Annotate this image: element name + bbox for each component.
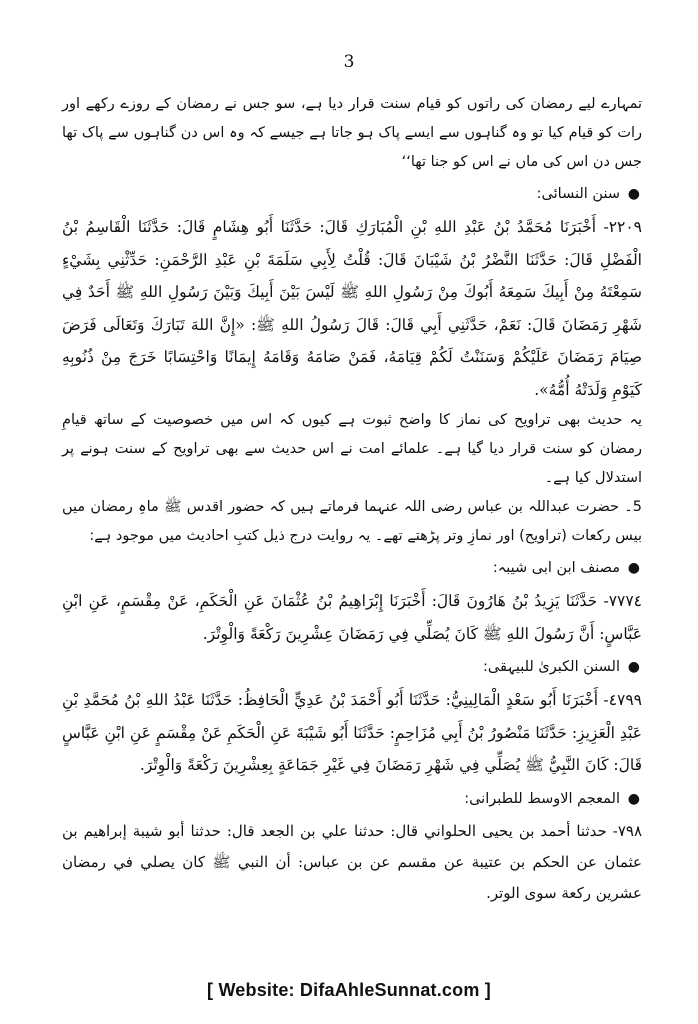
- hadith-4799: ٤٧٩٩- أَخْبَرَنَا أَبُو سَعْدٍ الْمَالِينِيُّ: حَدَّثَنَا أَبُو أَحْمَدَ بْنُ عَدِيٍّ الْحَافِظُ: حَدَّثَنَا عَبْدُ اللهِ بْنُ مُحَمَّدِ بْنِ عَبْدِ الْعَزِيزِ: حَدَّثَنَا مَنْصُورُ بْنُ أَبِي مُزَاحِمٍ: حَدَّثَنَا أَبُو شَيْبَةَ عَنِ الْحَكَمِ عَنْ مِقْسَمٍ عَنِ ابْنِ عَبَّاسٍ قَالَ: كَانَ النَّبِيُّ ﷺ يُصَلِّي فِي شَهْرِ رَمَضَانَ فِي غَيْرِ جَمَاعَةٍ بِعِشْرِينَ رَكْعَةً وَالْوِتْرَ.: [62, 691, 642, 774]
- urdu-paragraph-1: تمہارے لیے رمضان کی راتوں کو قیام سنت قرار دیا ہے، سو جس نے رمضان کے روزے رکھے اور رات کو قیام کیا تو وہ گناہوں سے ایسے پاک ہو جاتا ہے جیسے کہ وہ اس دن گناہوں سے پاک تھا جس دن اس کی ماں نے اس کو جنا تھا‘‘: [62, 96, 642, 170]
- heading-label: مصنف ابن ابی شیبہ:: [492, 560, 620, 576]
- urdu-paragraph-2: یہ حدیث بھی تراویح کی نماز کا واضح ثبوت ہے کیوں کہ اس میں خصوصیت کے ساتھ قیامِ رمضان کو سنت قرار دیا گیا ہے۔ علمائے امت نے اس حدیث سے بھی تراویح کے سنت ہونے پر استدلال کیا ہے۔: [62, 412, 642, 486]
- bullet-icon: ●: [627, 186, 640, 202]
- page-content: [62, 90, 642, 909]
- heading-label: سنن النسائی:: [536, 186, 620, 202]
- heading-label: المعجم الاوسط للطبرانی:: [464, 790, 620, 807]
- source-heading-tabarani: [62, 784, 642, 814]
- website-footer: [ Website: DifaAhleSunnat.com ]: [207, 980, 491, 1000]
- page-number: 3: [343, 52, 355, 72]
- urdu-paragraph-3: 5۔ حضرت عبداللہ بن عباس رضی اللہ عنہما فرماتے ہیں کہ حضور اقدس ﷺ ماہِ رمضان میں بیس رکعات (تراویح) اور نمازِ وتر پڑھتے تھے۔ یہ روایت درج ذیل کتبِ احادیث میں موجود ہے:: [62, 499, 642, 544]
- bullet-icon: ●: [627, 790, 640, 807]
- source-heading-bayhaqi: [62, 652, 642, 682]
- source-heading-sunan-nasai: [62, 179, 642, 209]
- hadith-7774: ٧٧٧٤- حَدَّثَنَا يَزِيدُ بْنُ هَارُونَ قَالَ: أَخْبَرَنَا إِبْرَاهِيمُ بْنُ عُثْمَانَ عَنِ الْحَكَمِ، عَنْ مِقْسَمٍ، عَنِ ابْنِ عَبَّاسٍ: أَنَّ رَسُولَ اللهِ ﷺ كَانَ يُصَلِّي فِي رَمَضَانَ عِشْرِينَ رَكْعَةً وَالْوِتْرَ.: [62, 592, 642, 643]
- source-heading-musannaf: [62, 553, 642, 583]
- bullet-icon: ●: [627, 659, 640, 675]
- hadith-2209: ٢٢٠٩- أَخْبَرَنَا مُحَمَّدُ بْنُ عَبْدِ اللهِ بْنِ الْمُبَارَكِ قَالَ: حَدَّثَنَا أَبُو هِشَامٍ قَالَ: حَدَّثَنَا الْقَاسِمُ بْنُ الْفَضْلِ قَالَ: حَدَّثَنَا النَّضْرُ بْنُ شَيْبَانَ قَالَ: قُلْتُ لِأَبِي سَلَمَةَ بْنِ عَبْدِ الرَّحْمَنِ: حَدِّثْنِي بِشَيْءٍ سَمِعْتَهُ مِنْ أَبِيكَ سَمِعَهُ أَبُوكَ مِنْ رَسُولِ اللهِ ﷺ لَيْسَ بَيْنَ أَبِيكَ وَبَيْنَ رَسُولِ اللهِ ﷺ أَحَدٌ فِي شَهْرِ رَمَضَانَ قَالَ: نَعَمْ، حَدَّثَنِي أَبِي قَالَ: قَالَ رَسُولُ اللهِ ﷺ: «إِنَّ اللهَ تَبَارَكَ وَتَعَالَى فَرَضَ صِيَامَ رَمَضَانَ عَلَيْكُمْ وَسَنَنْتُ لَكُمْ قِيَامَهُ، فَمَنْ صَامَهُ وَقَامَهُ إِيمَانًا وَاحْتِسَابًا خَرَجَ مِنْ ذُنُوبِهِ كَيَوْمِ وَلَدَتْهُ أُمُّهُ».: [62, 218, 642, 399]
- heading-label: السنن الکبریٰ للبیہقی:: [483, 659, 620, 675]
- bullet-icon: ●: [627, 560, 640, 576]
- hadith-798: ٧٩٨- حدثنا أحمد بن يحيى الحلواني قال: حدثنا علي بن الجعد قال: حدثنا أبو شيبة إبراهيم بن عثمان عن الحكم بن عتيبة عن مقسم عن بن عباس: أن النبي ﷺ كان يصلي في رمضان عشرين ركعة سوى الوتر.: [62, 821, 642, 902]
